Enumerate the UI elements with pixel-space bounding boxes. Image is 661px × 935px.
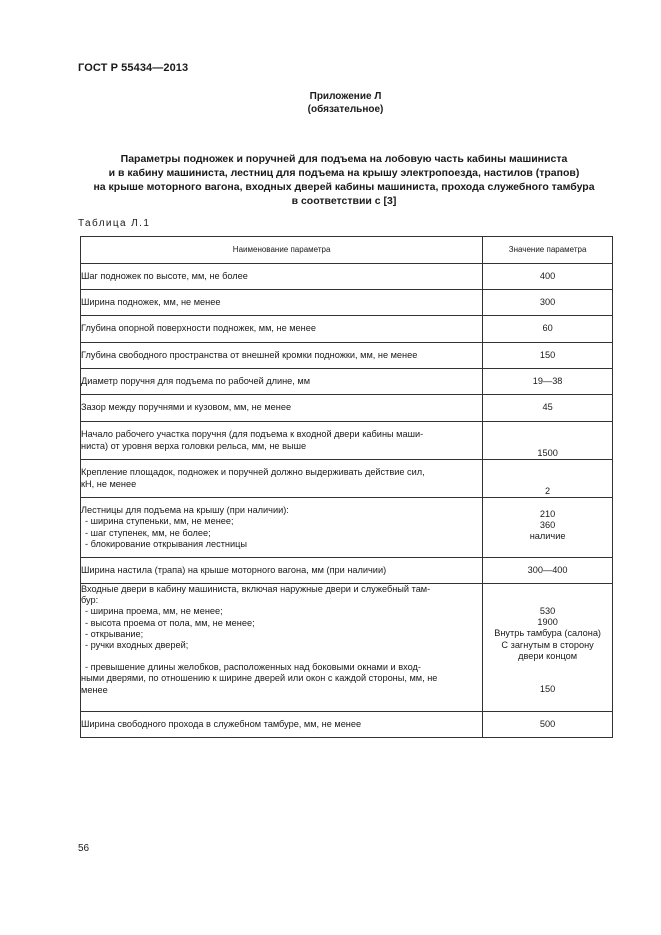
sub-value: С загнутым в сторону — [501, 639, 594, 650]
parameter-name-line: кН, не менее — [81, 478, 137, 489]
page-number: 56 — [78, 843, 90, 854]
sub-value: 1900 — [537, 617, 558, 628]
sub-value: наличие — [529, 531, 566, 542]
parameter-name: Зазор между поручнями и кузовом, мм, не менее — [81, 395, 483, 422]
parameter-name-line: бур: — [81, 595, 99, 606]
parameter-name: Ширина подножек, мм, не менее — [81, 290, 483, 316]
table-caption: Таблица Л.1 — [78, 218, 151, 229]
table-row — [81, 460, 613, 498]
parameter-value: 45 — [483, 395, 613, 422]
title-line: на крыше моторного вагона, входных дверей кабины машиниста, прохода служебного тамбура — [93, 181, 595, 193]
parameter-name: Диаметр поручня для подъема по рабочей длине, мм — [81, 369, 483, 395]
sub-value: Внутрь тамбура (салона) — [494, 628, 601, 639]
sub-item: - высота проема от пола, мм, не менее; — [85, 617, 255, 628]
parameter-value — [483, 498, 613, 558]
parameter-value: 150 — [483, 343, 613, 369]
appendix-heading — [0, 90, 661, 116]
sub-item: - ручки входных дверей; — [85, 640, 189, 651]
parameter-name-line: ниста) от уровня верха головки рельса, мм, не выше — [81, 440, 307, 451]
parameter-value: 19—38 — [483, 369, 613, 395]
parameter-value — [483, 584, 613, 712]
parameter-name-line: Крепление площадок, подножек и поручней должно выдерживать действие сил, — [81, 467, 425, 478]
sub-item: - блокирование открывания лестницы — [85, 538, 247, 549]
parameter-name: Глубина свободного пространства от внешней кромки подножки, мм, не менее — [81, 343, 483, 369]
parameter-name — [81, 460, 483, 498]
sub-value: 530 — [539, 606, 556, 616]
parameters-table — [80, 236, 613, 738]
parameter-name-line: Входные двери в кабину машиниста, включая наружные двери и служебный там- — [81, 584, 431, 594]
parameter-value: 1500 — [483, 422, 613, 460]
sub-item: - превышение длины желобков, расположенных над боковыми окнами и вход- — [85, 662, 421, 673]
sub-value: двери концом — [518, 650, 578, 661]
document-title — [76, 152, 612, 208]
parameter-name: Ширина настила (трапа) на крыше моторного вагона, мм (при наличии) — [81, 558, 483, 584]
parameter-value: 60 — [483, 316, 613, 343]
sub-item: - шаг ступенек, мм, не более; — [85, 527, 211, 538]
sub-item: - ширина ступеньки, мм, не менее; — [85, 516, 234, 527]
sub-value: 210 — [539, 509, 556, 519]
parameter-value: 400 — [483, 264, 613, 290]
appendix-status: (обязательное) — [307, 104, 384, 115]
table-row — [81, 369, 613, 395]
column-header-value: Значение параметра — [483, 237, 613, 264]
parameter-value: 500 — [483, 712, 613, 738]
sub-value: 360 — [539, 520, 556, 531]
table-row — [81, 395, 613, 422]
table-row — [81, 343, 613, 369]
table-row — [81, 264, 613, 290]
parameter-name: Ширина свободного прохода в служебном тамбуре, мм, не менее — [81, 712, 483, 738]
table-row — [81, 422, 613, 460]
parameter-value: 300 — [483, 290, 613, 316]
column-header-name: Наименование параметра — [81, 237, 483, 264]
table-row — [81, 712, 613, 738]
parameter-value: 300—400 — [483, 558, 613, 584]
parameter-name — [81, 422, 483, 460]
table-row — [81, 584, 613, 712]
parameter-name-line: Лестницы для подъема на крышу (при наличии): — [81, 505, 289, 516]
title-line: в соответствии с [3] — [291, 195, 397, 207]
standard-number: ГОСТ Р 55434—2013 — [78, 62, 189, 74]
sub-item: ными дверями, по отношению к ширине дверей или окон с каждой стороны, мм, не — [81, 673, 438, 684]
parameter-name — [81, 584, 483, 712]
sub-value: 150 — [539, 684, 556, 695]
table-row — [81, 316, 613, 343]
table-row — [81, 558, 613, 584]
table-header-row — [81, 237, 613, 264]
parameter-value: 2 — [483, 460, 613, 498]
sub-item: менее — [81, 684, 108, 695]
sub-item: - открывание; — [85, 628, 144, 639]
sub-item: - ширина проема, мм, не менее; — [85, 606, 223, 617]
parameter-name-line: Начало рабочего участка поручня (для подъема к входной двери кабины маши- — [81, 429, 424, 440]
table-row — [81, 498, 613, 558]
parameter-name: Глубина опорной поверхности подножек, мм, не менее — [81, 316, 483, 343]
table-row — [81, 290, 613, 316]
appendix-title: Приложение Л — [309, 91, 382, 102]
parameter-name: Шаг подножек по высоте, мм, не более — [81, 264, 483, 290]
parameter-name — [81, 498, 483, 558]
title-line: Параметры подножек и поручней для подъема на лобовую часть кабины машиниста — [120, 153, 568, 165]
title-line: и в кабину машиниста, лестниц для подъема на крышу электропоезда, настилов (трапов) — [108, 167, 580, 179]
